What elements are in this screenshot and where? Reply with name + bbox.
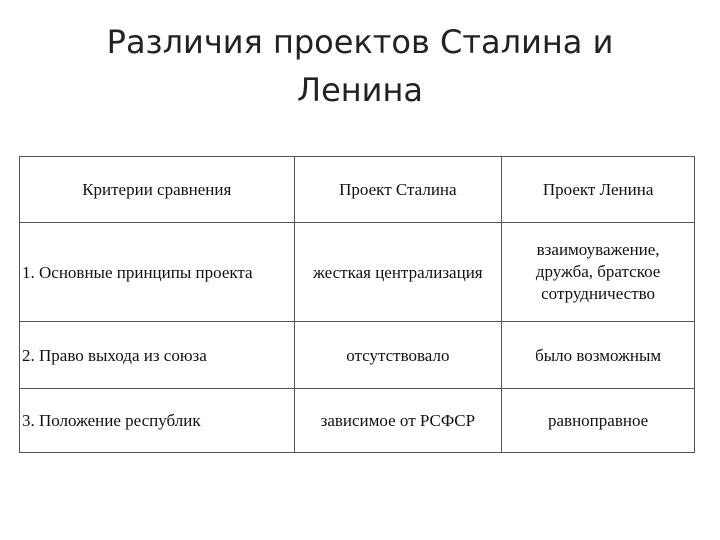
lenin-cell: было возможным [502,322,695,389]
stalin-cell: отсутствовало [294,322,502,389]
criterion-cell: 1. Основные принципы проекта [20,223,295,322]
table-row [20,322,695,389]
lenin-cell: равноправное [502,389,695,453]
lenin-cell-line: дружба, братское [535,262,661,281]
criterion-cell: 3. Положение республик [20,389,295,453]
table-header-row [20,157,695,223]
header-lenin-project: Проект Ленина [502,157,695,223]
criterion-cell: 2. Право выхода из союза [20,322,295,389]
table-row [20,223,695,322]
lenin-cell [502,223,695,322]
stalin-cell: жесткая централизация [294,223,502,322]
stalin-cell: зависимое от РСФСР [294,389,502,453]
comparison-table [19,156,695,453]
table-row [20,389,695,453]
slide-title-line-1: Различия проектов Сталина и [106,23,614,61]
lenin-cell-line: взаимоуважение, [536,240,660,259]
slide-title [60,18,660,114]
slide-title-line-2: Ленина [297,71,423,109]
lenin-cell-line: сотрудничество [541,284,656,303]
header-stalin-project: Проект Сталина [294,157,502,223]
header-criteria: Критерии сравнения [20,157,295,223]
